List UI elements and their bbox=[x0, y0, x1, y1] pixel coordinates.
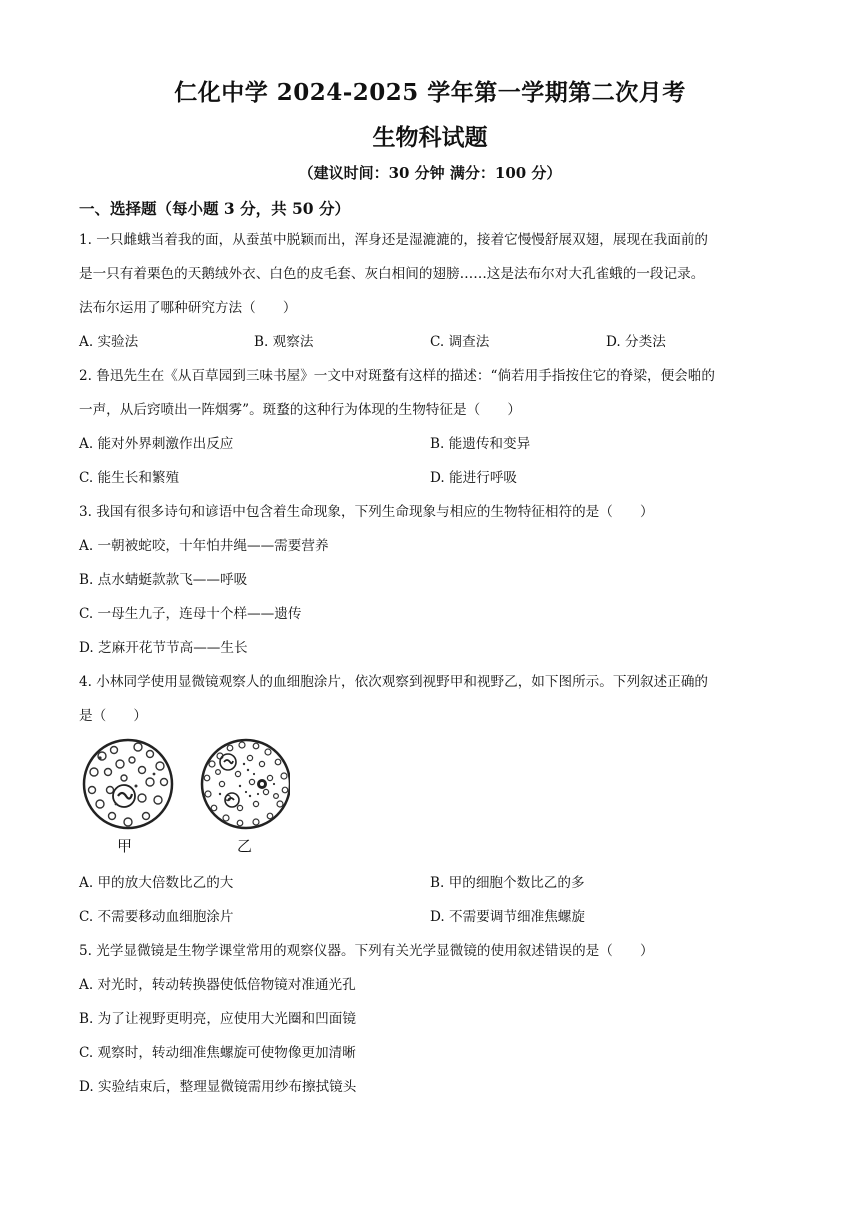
exam-title: 仁化中学 2024-2025 学年第一学期第二次月考 bbox=[174, 79, 686, 106]
question-2-line-2: 一声，从后窍喷出一阵烟雾”。斑蝥的这种行为体现的生物特征是（ ） bbox=[79, 402, 521, 418]
question-1-option-a[interactable]: A. 实验法 bbox=[79, 334, 139, 350]
question-1-line-3: 法布尔运用了哪种研究方法（ ） bbox=[79, 300, 297, 316]
microscope-fields-svg bbox=[80, 734, 290, 864]
question-1-option-b[interactable]: B. 观察法 bbox=[254, 334, 314, 350]
question-5-option-a[interactable]: A. 对光时，转动转换器使低倍物镜对准通光孔 bbox=[79, 977, 356, 993]
question-2-option-d[interactable]: D. 能进行呼吸 bbox=[430, 470, 518, 486]
exam-info: （建议时间：30 分钟 满分：100 分） bbox=[298, 164, 562, 182]
question-1-option-c[interactable]: C. 调查法 bbox=[430, 334, 490, 350]
microscope-figure bbox=[80, 734, 290, 868]
figure-label-yi: 乙 bbox=[237, 837, 253, 855]
question-2-option-c[interactable]: C. 能生长和繁殖 bbox=[79, 470, 180, 486]
question-5-option-b[interactable]: B. 为了让视野更明亮，应使用大光圈和凹面镜 bbox=[79, 1011, 356, 1027]
question-1-line-2: 是一只有着栗色的天鹅绒外衣、白色的皮毛套、灰白相间的翅膀……这是法布尔对大孔雀蛾的一段记录。 bbox=[79, 266, 705, 282]
question-5-option-c[interactable]: C. 观察时，转动细准焦螺旋可使物像更加清晰 bbox=[79, 1045, 356, 1061]
question-3-option-b[interactable]: B. 点水蜻蜓款款飞——呼吸 bbox=[79, 572, 248, 588]
question-4-option-c[interactable]: C. 不需要移动血细胞涂片 bbox=[79, 909, 234, 925]
question-3-option-c[interactable]: C. 一母生九子，连母十个样——遗传 bbox=[79, 606, 302, 622]
question-1-option-d[interactable]: D. 分类法 bbox=[606, 334, 666, 350]
section-heading: 一、选择题（每小题 3 分，共 50 分） bbox=[79, 199, 350, 218]
question-3-line-1: 3. 我国有很多诗句和谚语中包含着生命现象，下列生命现象与相应的生物特征相符的是（ ） bbox=[79, 504, 654, 520]
figure-label-jia: 甲 bbox=[117, 837, 133, 855]
exam-subject: 生物科试题 bbox=[372, 124, 488, 151]
question-2-line-1: 2. 鲁迅先生在《从百草园到三味书屋》一文中对斑蝥有这样的描述：“倘若用手指按住它的脊梁，便会啪的 bbox=[79, 368, 715, 384]
question-4-line-2: 是（ ） bbox=[79, 708, 147, 724]
question-5-option-d[interactable]: D. 实验结束后，整理显微镜需用纱布擦拭镜头 bbox=[79, 1079, 357, 1095]
question-4-option-b[interactable]: B. 甲的细胞个数比乙的多 bbox=[430, 875, 585, 891]
question-4-option-d[interactable]: D. 不需要调节细准焦螺旋 bbox=[430, 909, 585, 925]
question-2-option-b[interactable]: B. 能遗传和变异 bbox=[430, 436, 531, 452]
question-4-line-1: 4. 小林同学使用显微镜观察人的血细胞涂片，依次观察到视野甲和视野乙，如下图所示。下列叙述正确的 bbox=[79, 674, 709, 690]
question-4-option-a[interactable]: A. 甲的放大倍数比乙的大 bbox=[79, 875, 234, 891]
question-1-line-1: 1. 一只雌蛾当着我的面，从蚕茧中脱颖而出，浑身还是湿漉漉的，接着它慢慢舒展双翅，展现在我面前的 bbox=[79, 232, 709, 248]
question-3-option-a[interactable]: A. 一朝被蛇咬，十年怕井绳——需要营养 bbox=[79, 538, 329, 554]
field-yi bbox=[202, 740, 290, 828]
field-jia bbox=[84, 740, 172, 828]
question-5-line-1: 5. 光学显微镜是生物学课堂常用的观察仪器。下列有关光学显微镜的使用叙述错误的是（ ） bbox=[79, 943, 654, 959]
question-2-option-a[interactable]: A. 能对外界刺激作出反应 bbox=[79, 436, 234, 452]
question-3-option-d[interactable]: D. 芝麻开花节节高——生长 bbox=[79, 640, 248, 656]
